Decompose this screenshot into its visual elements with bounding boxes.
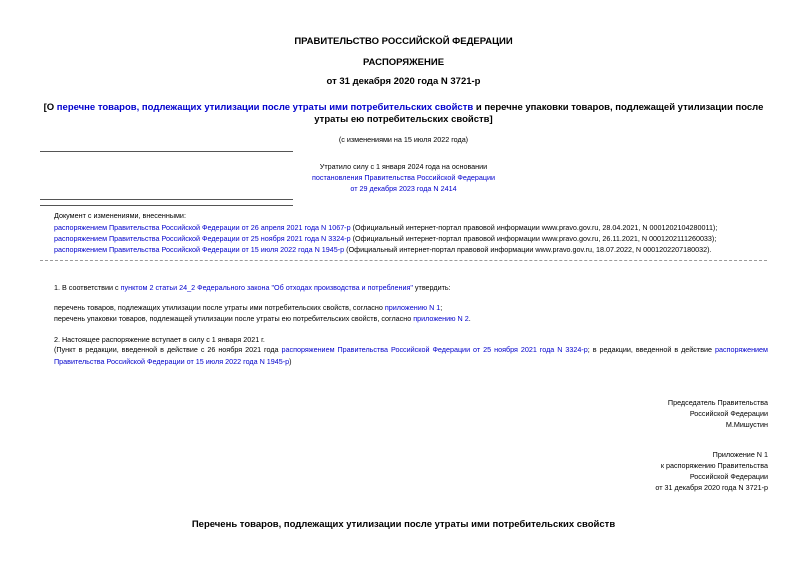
amendment-item xyxy=(54,244,711,255)
list-item-goods xyxy=(54,302,442,313)
amendment-source: (Официальный интернет-портал правовой информации www.pravo.gov.ru, 18.07.2022, N 0001202207180032). xyxy=(344,245,712,254)
appendix-1-link[interactable]: приложению N 1 xyxy=(384,303,441,312)
paragraph-2-note xyxy=(54,344,768,368)
federal-law-link[interactable]: пунктом 2 статьи 24_2 Федерального закона "Об отходах производства и потребления" xyxy=(120,283,413,292)
paragraph-1 xyxy=(54,282,451,293)
note-middle: ; в редакции, введенной в действие xyxy=(587,345,715,354)
appendix-title: Перечень товаров, подлежащих утилизации после утраты ими потребительских свойств xyxy=(191,519,616,530)
note-start: (Пункт в редакции, введенной в действие с 26 ноября 2021 года xyxy=(54,345,282,354)
amendment-3324-link[interactable]: распоряжением Правительства Российской Федерации от 25 ноября 2021 года N 3324-р xyxy=(281,345,588,354)
paragraph-1-end: утвердить: xyxy=(412,283,451,292)
revision-note: (с изменениями на 15 июля 2022 года) xyxy=(338,135,469,144)
amendment-1945-link[interactable]: распоряжением Правительства Российской Федерации от 15 июля 2022 года N 1945-р xyxy=(54,345,768,366)
appendix-country: Российской Федерации xyxy=(689,472,768,481)
list-item-end: ; xyxy=(440,303,443,312)
list-item-packaging xyxy=(54,313,471,324)
appendix-label: Приложение N 1 xyxy=(712,450,768,459)
signature-country: Российской Федерации xyxy=(689,409,768,418)
amendment-link[interactable]: распоряжением Правительства Российской Федерации от 15 июля 2022 года N 1945-р xyxy=(54,245,345,254)
validity-decree-link[interactable]: постановления Правительства Российской Федерации xyxy=(311,173,496,182)
divider xyxy=(40,205,293,206)
amendment-source: (Официальный интернет-портал правовой информации www.pravo.gov.ru, 28.04.2021, N 0001202104280011); xyxy=(350,223,718,232)
signature-title: Председатель Правительства xyxy=(667,398,768,407)
signature-name: М.Мишустин xyxy=(725,420,768,429)
government-heading: ПРАВИТЕЛЬСТВО РОССИЙСКОЙ ФЕДЕРАЦИИ xyxy=(294,36,513,47)
title-link-goods-list[interactable]: перечне товаров, подлежащих утилизации после утраты ими потребительских свойств xyxy=(56,102,474,113)
paragraph-2: 2. Настоящее распоряжение вступает в силу с 1 января 2021 г. xyxy=(54,335,265,344)
appendix-ref: к распоряжению Правительства xyxy=(660,461,768,470)
divider xyxy=(40,199,293,200)
document-type: РАСПОРЯЖЕНИЕ xyxy=(362,57,445,68)
amendment-item xyxy=(54,233,716,244)
amendment-link[interactable]: распоряжением Правительства Российской Федерации от 26 апреля 2021 года N 1067-р xyxy=(54,223,351,232)
document-title xyxy=(40,102,767,126)
appendix-date: от 31 декабря 2020 года N 3721-р xyxy=(655,483,768,492)
title-open-bracket: [О xyxy=(43,102,57,113)
validity-line: Утратило силу с 1 января 2024 года на основании xyxy=(319,162,488,171)
note-end: ) xyxy=(289,357,292,366)
amendment-item xyxy=(54,222,717,233)
list-item-text: перечень упаковки товаров, подлежащей утилизации после утраты ею потребительских свойств, согласно xyxy=(54,314,414,323)
paragraph-1-start: 1. В соответствии с xyxy=(54,283,121,292)
appendix-2-link[interactable]: приложению N 2 xyxy=(413,314,469,323)
document-date: от 31 декабря 2020 года N 3721-р xyxy=(326,76,481,87)
validity-decree-date-link[interactable]: от 29 декабря 2023 года N 2414 xyxy=(350,184,457,193)
amendment-link[interactable]: распоряжением Правительства Российской Федерации от 25 ноября 2021 года N 3324-р xyxy=(54,234,351,243)
title-close-bracket: ] xyxy=(489,114,493,125)
list-item-end: . xyxy=(468,314,471,323)
list-item-text: перечень товаров, подлежащих утилизации после утраты ими потребительских свойств, согласно xyxy=(54,303,385,312)
title-rest: и перечне упаковки товаров, подлежащей утилизации после утраты ею потребительских свойств xyxy=(314,102,764,125)
amendments-intro: Документ с изменениями, внесенными: xyxy=(54,211,186,220)
divider xyxy=(40,151,293,152)
amendment-source: (Официальный интернет-портал правовой информации www.pravo.gov.ru, 26.11.2021, N 0001202111260033); xyxy=(350,234,717,243)
dashed-divider xyxy=(40,260,767,261)
